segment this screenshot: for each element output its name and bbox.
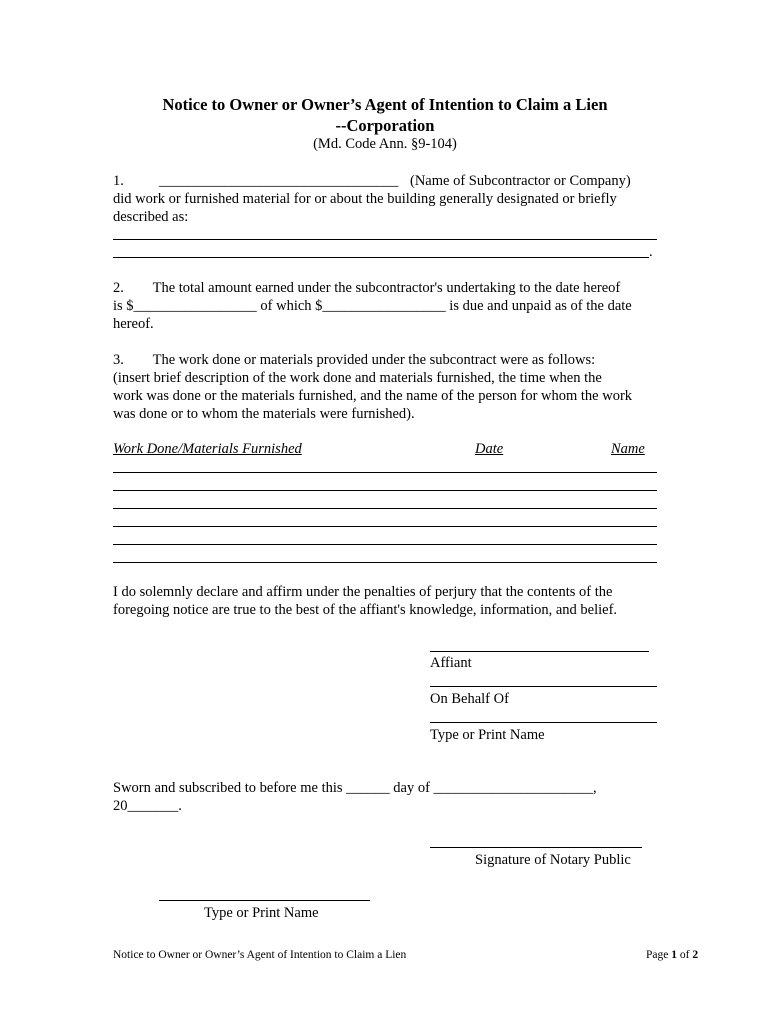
- on-behalf-label: On Behalf Of: [430, 691, 509, 707]
- print-name-label: Type or Print Name: [430, 727, 545, 743]
- column-date: Date: [475, 441, 504, 457]
- section-2-line-3: hereof.: [113, 316, 154, 332]
- section-3-line-4: was done or to whom the materials were furnished).: [113, 406, 415, 422]
- document-title: Notice to Owner or Owner’s Agent of Intention to Claim a Lien: [162, 95, 608, 114]
- print-name-line: [430, 722, 657, 723]
- sworn-line-1: Sworn and subscribed to before me this ______ day of ______________________,: [113, 780, 597, 796]
- sworn-line-2: 20_______.: [113, 798, 182, 814]
- table-row-line: [113, 508, 657, 509]
- affiant-signature-line: [430, 651, 649, 652]
- section-3-line-1: 3. The work done or materials provided under the subcontract were as follows:: [113, 352, 596, 368]
- notary-print-name-label: Type or Print Name: [204, 905, 319, 921]
- current-page: 1: [671, 949, 677, 961]
- document-subtitle: --Corporation: [335, 116, 435, 135]
- notary-print-name-line: [159, 900, 370, 901]
- declaration-line-2: foregoing notice are true to the best of the affiant's knowledge, information, and belief.: [113, 602, 618, 618]
- table-row-line: [113, 526, 657, 527]
- description-line-2: [113, 257, 649, 258]
- section-3-line-3: work was done or the materials furnished, and the name of the person for whom the work: [113, 388, 633, 404]
- table-row-line: [113, 562, 657, 563]
- statute-citation: (Md. Code Ann. §9-104): [313, 136, 457, 152]
- subcontractor-name-label: (Name of Subcontractor or Company): [410, 173, 631, 189]
- affiant-label: Affiant: [430, 655, 472, 671]
- section-2-line-2: is $_________________ of which $_________________ is due and unpaid as of the date: [113, 298, 632, 314]
- description-period: .: [649, 244, 653, 260]
- notary-signature-line: [430, 847, 642, 848]
- of-word: of: [676, 949, 693, 961]
- declaration-line-1: I do solemnly declare and affirm under the penalties of perjury that the contents of the: [113, 584, 613, 600]
- section-1-line-3: described as:: [113, 209, 189, 225]
- section-3-line-2: (insert brief description of the work done and materials furnished, the time when the: [113, 370, 602, 386]
- footer-title: Notice to Owner or Owner’s Agent of Intention to Claim a Lien: [113, 949, 407, 961]
- description-line-1: [113, 239, 657, 240]
- notary-signature-label: Signature of Notary Public: [475, 852, 631, 868]
- table-row-line: [113, 490, 657, 491]
- subcontractor-name-blank: _________________________________: [159, 173, 399, 189]
- total-pages: 2: [692, 949, 699, 961]
- table-row-line: [113, 544, 657, 545]
- column-work-done: Work Done/Materials Furnished: [113, 441, 302, 457]
- section-1-number: 1.: [113, 173, 124, 189]
- column-name: Name: [611, 441, 645, 457]
- page-word: Page: [646, 949, 672, 961]
- page-number: [646, 949, 698, 961]
- on-behalf-line: [430, 686, 657, 687]
- table-row-line: [113, 472, 657, 473]
- section-1-line-2: did work or furnished material for or about the building generally designated or briefly: [113, 191, 617, 207]
- section-2-line-1: 2. The total amount earned under the subcontractor's undertaking to the date hereof: [113, 280, 621, 296]
